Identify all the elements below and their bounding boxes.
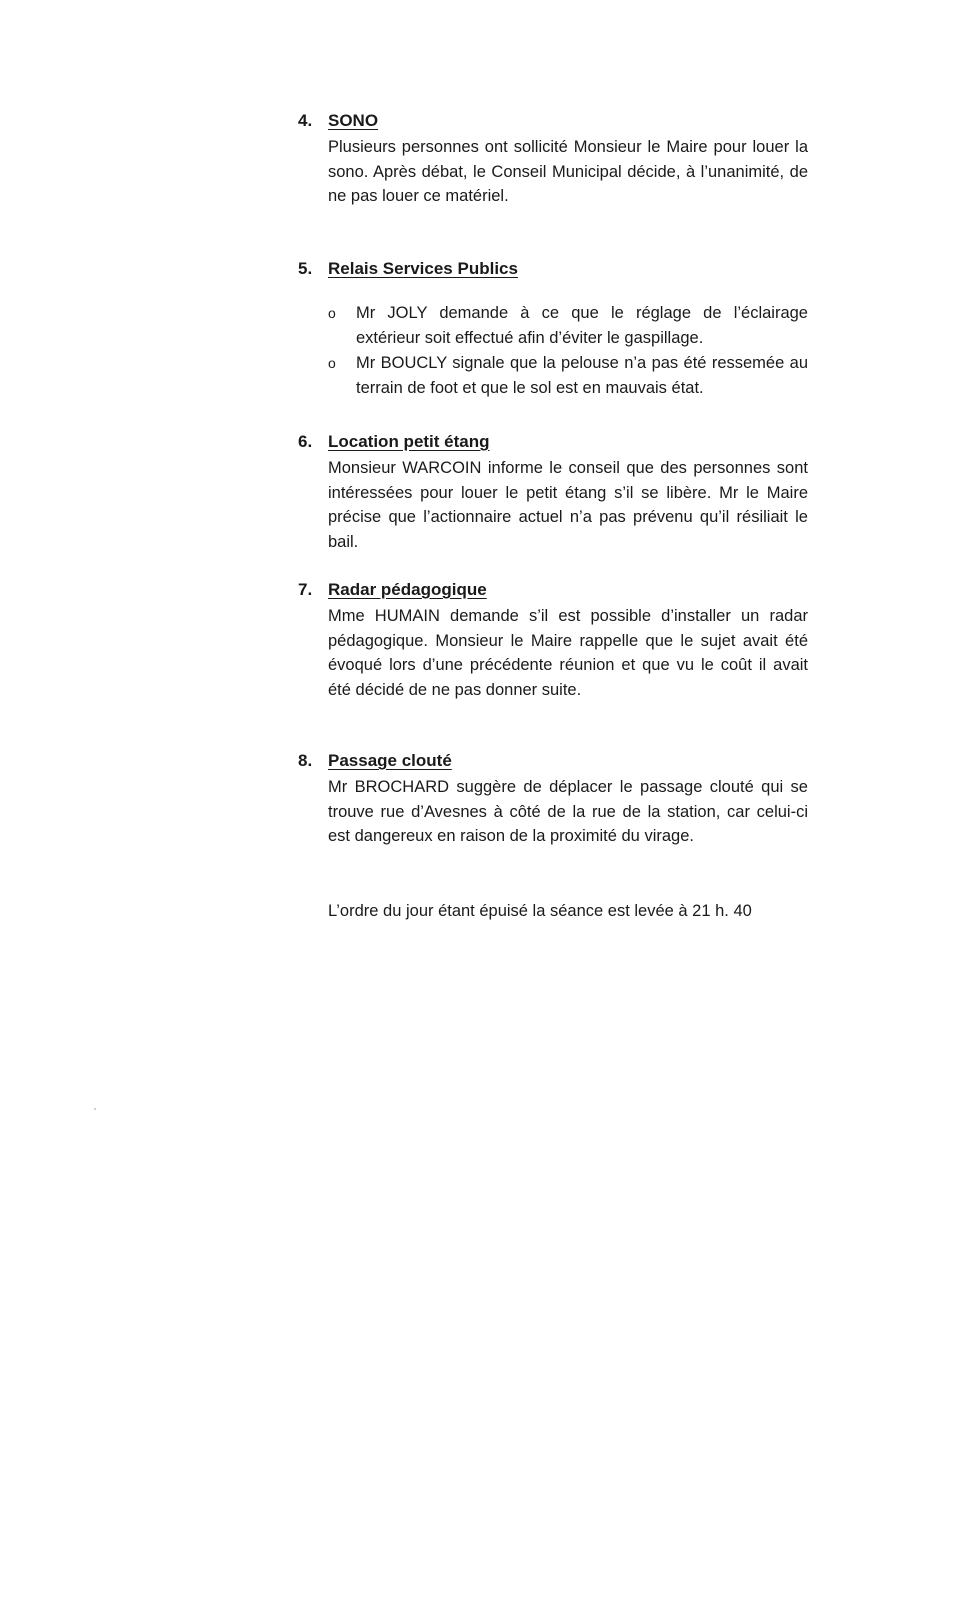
list-item [328,351,808,400]
bullet-icon: o [328,305,336,321]
section-location-petit-etang [298,432,808,554]
list-item-text: Mr JOLY demande à ce que le réglage de l’éclairage extérieur soit effectué afin d’éviter le gaspillage. [356,304,808,347]
section-heading [298,751,808,771]
section-title: SONO [328,111,379,130]
section-radar-pedagogique [298,580,808,702]
section-number: 4. [298,111,313,130]
section-heading [298,580,808,600]
list-item-text: Mr BOUCLY signale que la pelouse n’a pas été ressemée au terrain de foot et que le sol est en mauvais état. [356,354,808,397]
section-paragraph: Mr BROCHARD suggère de déplacer le passage clouté qui se trouve rue d’Avesnes à côté de la rue de la station, car celui-ci est dangereux en raison de la proximité du virage. [328,778,808,845]
section-number: 7. [298,580,313,599]
section-title: Location petit étang [328,432,490,451]
list-item [328,301,808,350]
bullet-list [328,301,808,400]
section-title: Relais Services Publics [328,259,518,278]
section-heading [298,432,808,452]
section-number: 5. [298,259,313,278]
section-title: Passage clouté [328,751,452,770]
scan-speck [94,1108,96,1110]
section-paragraph: Mme HUMAIN demande s’il est possible d’installer un radar pédagogique. Monsieur le Maire rappelle que le sujet avait été évoqué lors d’une précédente réunion et que vu le coût il avait été décidé de ne pas donner suite. [328,607,808,699]
section-paragraph: Monsieur WARCOIN informe le conseil que des personnes sont intéressées pour louer le petit étang s’il se libère. Mr le Maire précise que l’actionnaire actuel n’a pas prévenu qu’il résiliait le bail. [328,459,808,551]
section-sono [298,111,808,209]
section-relais-services-publics [298,259,808,401]
section-number: 8. [298,751,313,770]
bullet-icon: o [328,355,336,371]
section-heading [298,259,808,279]
closing-statement: L’ordre du jour étant épuisé la séance est levée à 21 h. 40 [328,902,752,920]
section-paragraph: Plusieurs personnes ont sollicité Monsieur le Maire pour louer la sono. Après débat, le Conseil Municipal décide, à l’unanimité, de ne pas louer ce matériel. [328,138,808,205]
section-passage-cloute [298,751,808,849]
section-title: Radar pédagogique [328,580,487,599]
section-number: 6. [298,432,313,451]
section-heading [298,111,808,131]
